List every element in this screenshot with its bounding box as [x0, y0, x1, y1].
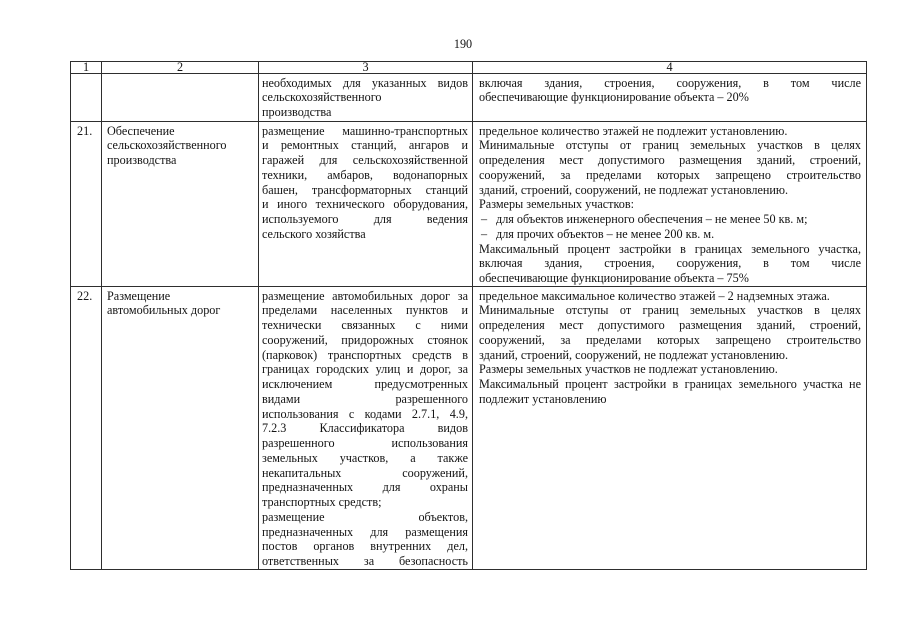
text-line: земельных участков, а также [262, 450, 468, 465]
paragraph [262, 289, 468, 510]
parameters-text [479, 124, 861, 286]
table-row [71, 74, 867, 122]
text-line: производства [262, 105, 332, 119]
text-line: сельскохозяйственного [262, 90, 382, 105]
paragraph-body [479, 76, 861, 106]
text-line: Максимальный процент застройки в границах земельного участка, [479, 241, 861, 256]
row-number-cell [71, 122, 102, 287]
text-line: Размеры земельных участков: [479, 197, 635, 212]
text-line: 7.2.3 Классификатора видов [262, 421, 468, 436]
text-line: определения мест допустимого размещения зданий, строений, [479, 153, 861, 167]
text-line: используемого для ведения [262, 212, 468, 226]
text-line: для объектов инженерного обеспечения – не менее 50 кв. м; [496, 212, 808, 226]
list-marker: – [481, 212, 488, 226]
text-line: Размещение [107, 288, 171, 303]
text-line: башен, трансформаторных станций [262, 182, 468, 197]
text-line: сооружений, придорожных стоянок [262, 332, 468, 347]
text-line: предназначенных для охраны [262, 480, 468, 495]
column-number-2: 2 [102, 62, 259, 74]
table-row [71, 122, 867, 287]
paragraph-body [496, 227, 861, 242]
parameters-text [479, 76, 861, 106]
page-number: 190 [453, 37, 473, 51]
paragraph [479, 197, 861, 212]
use-description-cell [259, 122, 473, 287]
land-use-table [70, 61, 867, 570]
column-number-1: 1 [71, 62, 102, 74]
use-name-cell [102, 74, 259, 122]
paragraph-body [262, 510, 468, 569]
column-number-row [71, 62, 867, 74]
paragraph-body [496, 212, 861, 227]
text-line: транспортных средств; [262, 495, 382, 509]
use-description-cell [259, 74, 473, 122]
row-number-cell [71, 287, 102, 570]
text-line: ответственных за безопасность [262, 554, 468, 568]
text-line: необходимых для указанных видов [262, 75, 468, 90]
text-line: обеспечивающие функционирование объекта – 20% [479, 90, 749, 105]
paragraph-body [479, 242, 861, 286]
text-line: и иного технического оборудования, [262, 197, 468, 212]
text-line: и ремонтных станций, ангаров и [262, 138, 468, 153]
paragraph [262, 510, 468, 569]
list-item [479, 227, 861, 242]
paragraph-body [479, 138, 861, 197]
paragraph [262, 76, 468, 120]
text-line: размещение машинно-транспортных [262, 123, 468, 138]
text-line: автомобильных дорог [107, 303, 221, 318]
text-line: сооружений, за пределами которых запрещено строительство [479, 167, 861, 182]
table-row [71, 287, 867, 570]
text-line: использования с кодами 2.7.1, 4.9, [262, 406, 468, 421]
text-line: предельное количество этажей не подлежит установлению. [479, 123, 788, 138]
text-line: Максимальный процент застройки в границах земельного участка не [479, 377, 861, 391]
use-description-cell [259, 287, 473, 570]
text-line: Минимальные отступы от границ земельных участков в целях [479, 138, 861, 153]
use-description [262, 76, 468, 120]
text-line: сельского хозяйства [262, 226, 366, 241]
text-line: размещение автомобильных дорог за [262, 288, 468, 303]
text-line: зданий, строений, сооружений, не подлежат установлению. [479, 347, 789, 362]
column-number-3: 3 [259, 62, 473, 74]
paragraph [479, 76, 861, 106]
paragraph-body [479, 289, 861, 304]
paragraph [262, 124, 468, 242]
text-line: Минимальные отступы от границ земельных участков в целях [479, 303, 861, 318]
use-name-cell [102, 122, 259, 287]
parameters-cell [473, 74, 867, 122]
list-item [479, 212, 861, 227]
row-number: 22. [77, 288, 93, 303]
column-number-4: 4 [473, 62, 867, 74]
text-line: Размеры земельных участков не подлежат установлению. [479, 362, 778, 377]
text-line: гаражей для сельскохозяйственной [262, 153, 468, 167]
text-line: зданий, строений, сооружений, не подлежат установлению. [479, 182, 789, 197]
row-number-cell [71, 74, 102, 122]
text-line: границах городских улиц и дорог, за [262, 362, 468, 377]
text-line: постов органов внутренних дел, [262, 539, 468, 554]
paragraph [479, 289, 861, 304]
text-line: некапитальных сооружений, [262, 465, 468, 480]
text-line: разрешенного использования [262, 436, 468, 450]
text-line: видами разрешенного [262, 391, 468, 406]
text-line: обеспечивающие функционирование объекта – 75% [479, 271, 749, 285]
paragraph-body [262, 124, 468, 242]
text-line: сельскохозяйственного [107, 138, 227, 153]
text-line: включая здания, строения, сооружения, в том числе [479, 256, 861, 271]
paragraph [479, 138, 861, 197]
text-line: (парковок) транспортных средств в [262, 347, 468, 362]
paragraph [479, 362, 861, 377]
text-line: предельное максимальное количество этажей – 2 надземных этажа. [479, 288, 830, 303]
paragraph-body [479, 377, 861, 407]
text-line: определения мест допустимого размещения зданий, строений, [479, 318, 861, 332]
text-line: пределами населенных пунктов и [262, 303, 468, 318]
text-line: Обеспечение [107, 123, 175, 138]
parameters-text [479, 289, 861, 407]
paragraph [479, 124, 861, 139]
use-name [107, 124, 255, 168]
paragraph-body [262, 289, 468, 510]
paragraph-body [479, 303, 861, 362]
text-line: размещение объектов, [262, 509, 468, 524]
text-line: технически связанных с ними [262, 318, 468, 332]
paragraph-body [479, 197, 861, 212]
text-line: техники, амбаров, водонапорных [262, 167, 468, 182]
use-name [107, 289, 255, 319]
text-line: подлежит установлению [479, 391, 607, 406]
text-line: сооружений, за пределами которых запрещено строительство [479, 332, 861, 347]
use-name-cell [102, 287, 259, 570]
use-description [262, 124, 468, 242]
paragraph [479, 377, 861, 407]
use-description [262, 289, 468, 569]
parameters-cell [473, 287, 867, 570]
paragraph-body [479, 124, 861, 139]
text-line: производства [107, 153, 177, 167]
paragraph [479, 303, 861, 362]
parameters-cell [473, 122, 867, 287]
paragraph-body [479, 362, 861, 377]
text-line: для прочих объектов – не менее 200 кв. м. [496, 226, 715, 241]
paragraph-body [262, 76, 468, 120]
text-line: предназначенных для размещения [262, 524, 468, 539]
row-number: 21. [77, 123, 93, 138]
text-line: исключением предусмотренных [262, 377, 468, 391]
paragraph [479, 242, 861, 286]
text-line: включая здания, строения, сооружения, в том числе [479, 75, 861, 90]
list-marker: – [481, 226, 488, 241]
